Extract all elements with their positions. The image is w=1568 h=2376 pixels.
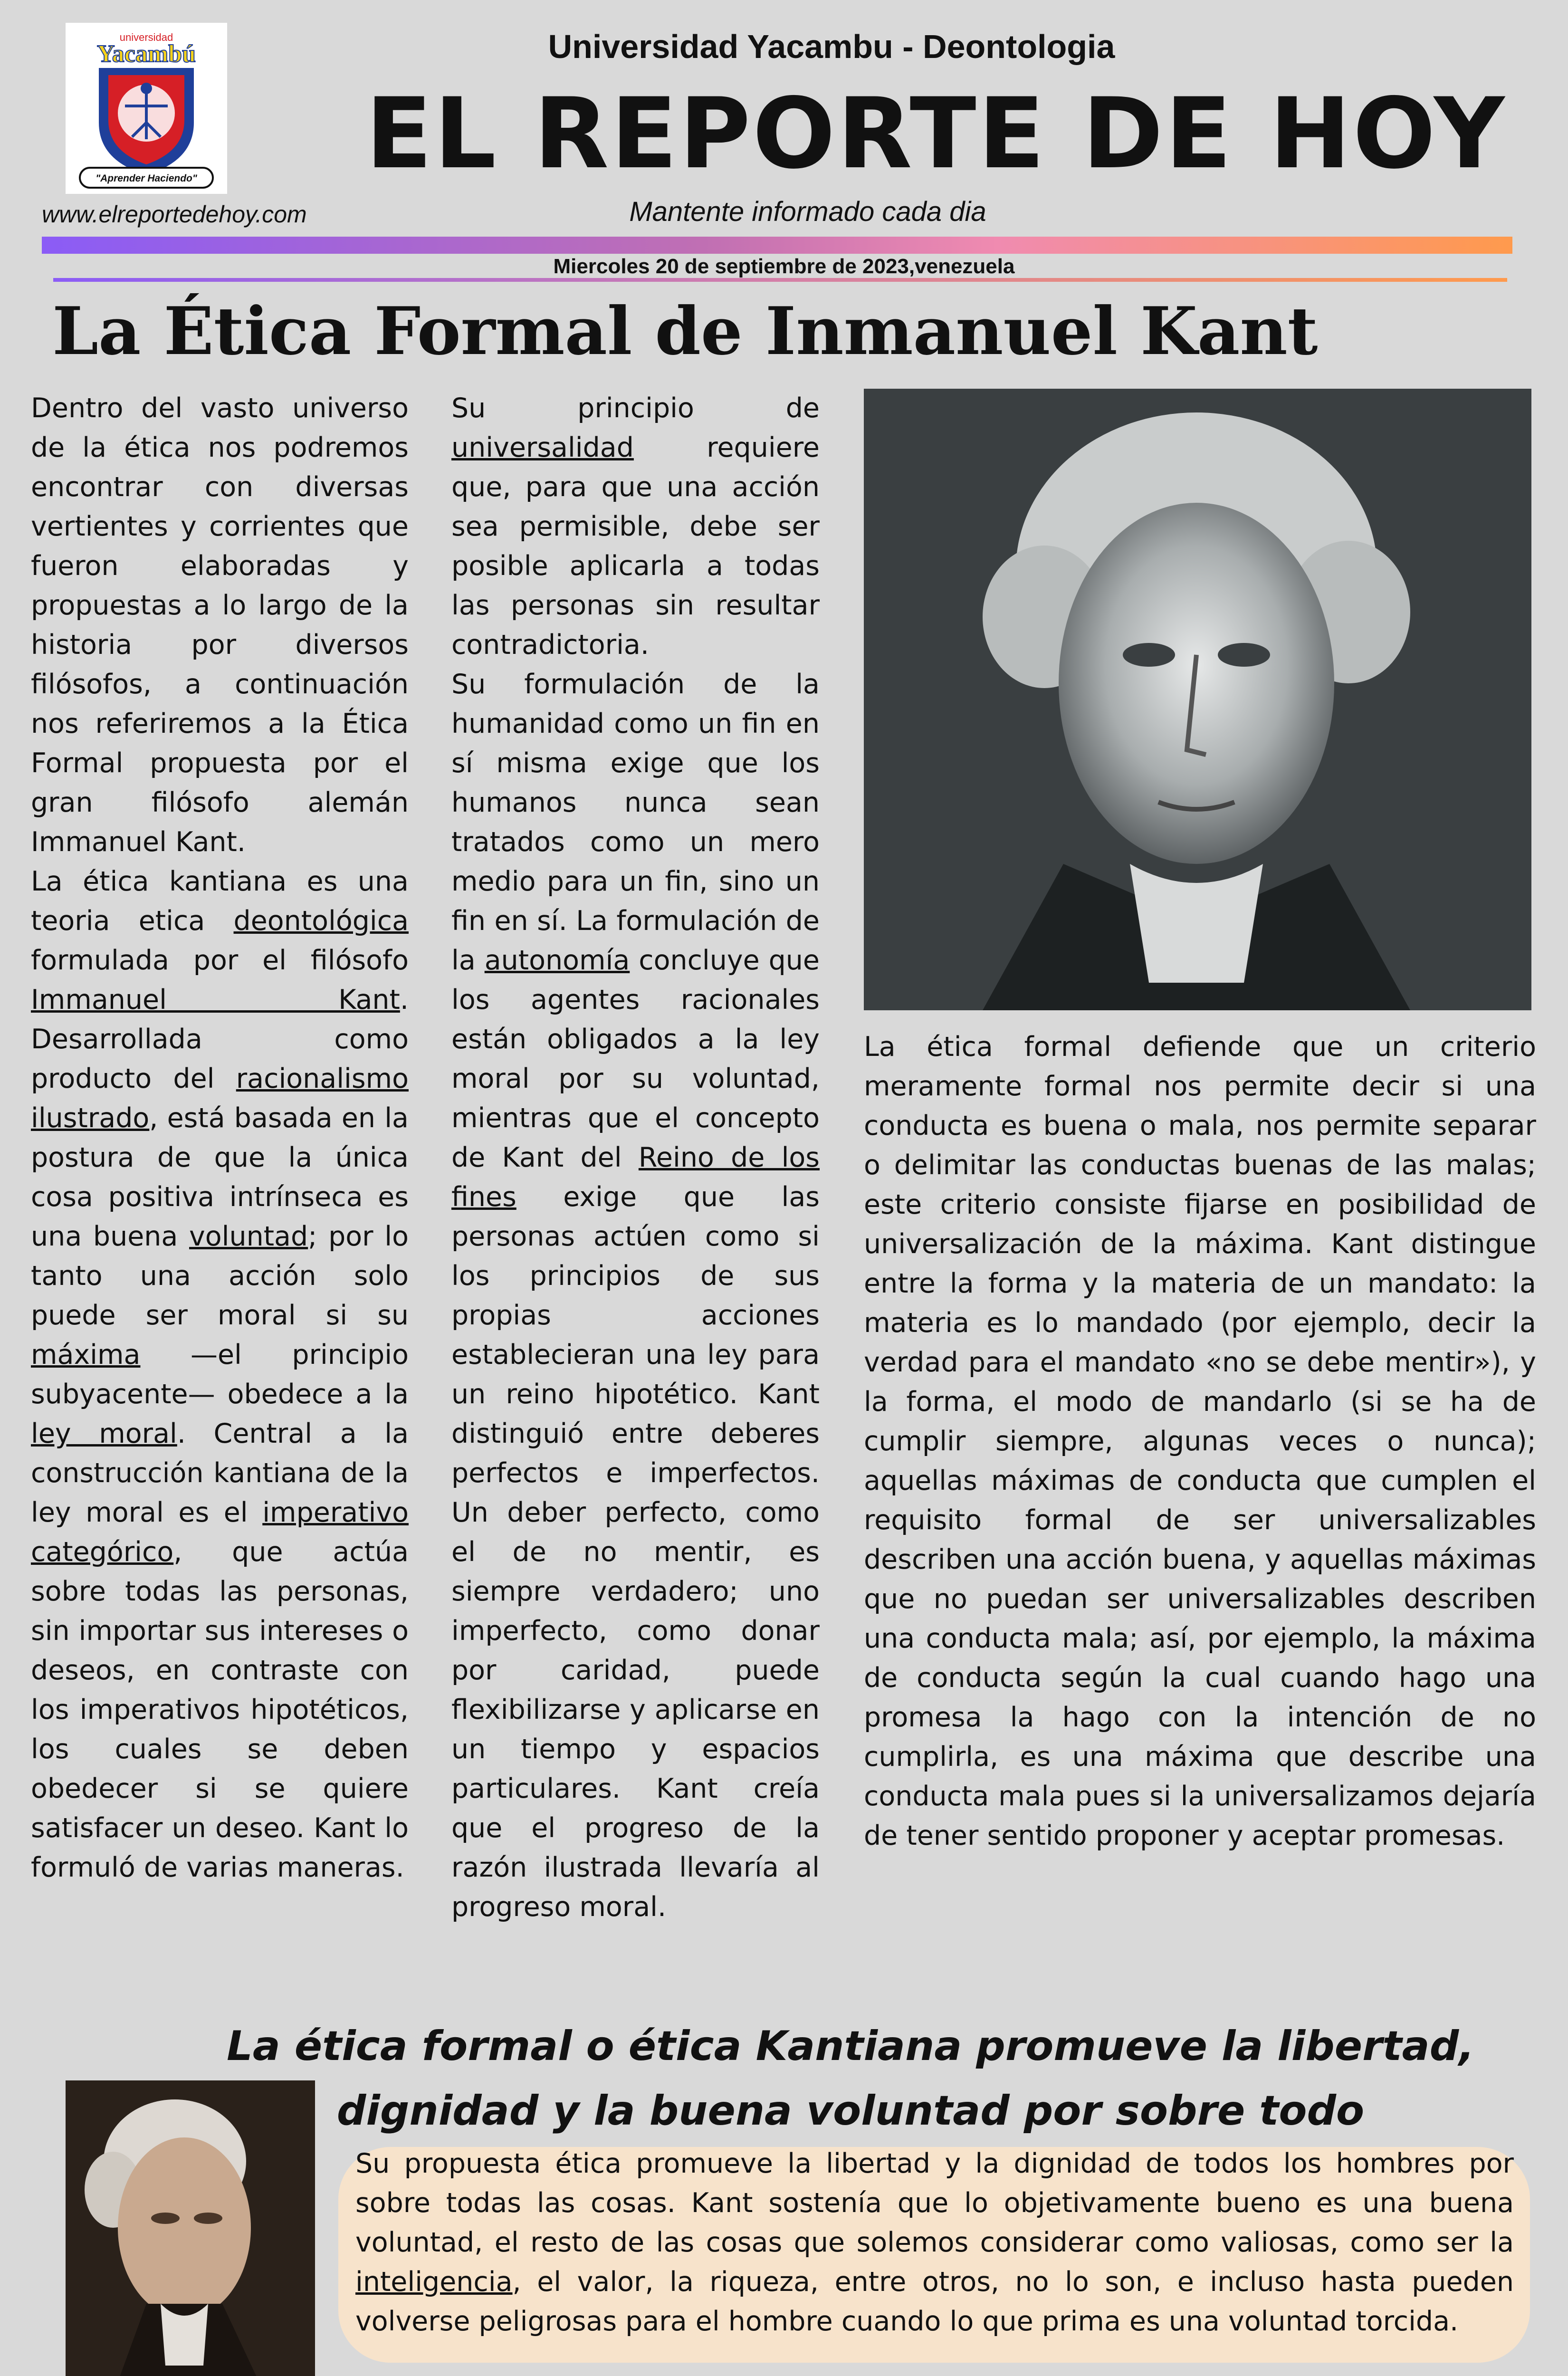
summary-box-text: Su propuesta ética promueve la libertad y la dignidad de todos los hombres por sobre todas las cosas. Kant sostenía que lo objetivamente bueno es una buena voluntad, el resto de las cosas que solemos considerar como valiosas, como ser la inteligencia, el valor, la riqueza, entre otros, no lo son, e incluso hasta pueden volverse peligrosas para el hombre cuando lo que prima es una voluntad torcida. bbox=[355, 2148, 1514, 2337]
link-reino-de-los-fines[interactable]: Reino de los fines bbox=[451, 1142, 820, 1213]
article-column-3: La ética formal defiende que un criterio meramente formal nos permite decir si una conducta es buena o mala, nos permite separar o delimitar las conductas buenas de las malas; este criterio consiste fijarse en posibilidad de universalización de la máxima. Kant distingue entre la forma y la materia de un mandato: la materia es lo mandado (por ejemplo, decir la verdad para el mandato «no se debe mentir»), y la forma, el modo de mandarlo (si se ha de cumplir siempre, algunas veces o nunca); aquellas máximas de conducta que cumplen el requisito formal de ser universalizables describen una acción buena, y aquellas máximas que no puedan ser universalizables describen una conducta mala; así, por ejemplo, la máxima de conducta según la cual cuando hago una promesa la hago con la intención de no cumplirla, es una máxima que describe una conducta mala pues si la universalizamos dejaría de tener sentido proponer y aceptar promesas. bbox=[864, 1031, 1536, 1851]
kant-portrait bbox=[864, 389, 1531, 1010]
link-ley-moral[interactable]: ley moral bbox=[31, 1418, 177, 1449]
link-universalidad[interactable]: universalidad bbox=[451, 432, 634, 463]
article-headline: La Ética Formal de Inmanuel Kant bbox=[52, 292, 1318, 370]
logo-top-text: universidad bbox=[119, 31, 173, 43]
link-autonomia[interactable]: autonomía bbox=[484, 945, 630, 976]
paragraph: Su principio de universalidad requiere que, para que una acción sea permisible, debe ser posible aplicarla a todas las personas sin resultar contradictoria. bbox=[451, 393, 820, 661]
website-link[interactable]: www.elreportedehoy.com bbox=[42, 201, 307, 228]
article-column-2 bbox=[451, 389, 820, 1927]
issue-date: Miercoles 20 de septiembre de 2023,venezuela bbox=[553, 255, 1015, 278]
link-racionalismo-ilustrado[interactable]: racionalismo ilustrado bbox=[31, 1063, 409, 1134]
paragraph: Su formulación de la humanidad como un fin en sí misma exige que los humanos nunca sean tratados como un mero medio para un fin, sino un fin en sí. La formulación de la autonomía concluye que los agentes racionales están obligados a la ley moral por su voluntad, mientras que el concepto de Kant del Reino de los fines exige que las personas actúen como si los principios de sus propias acciones establecieran una ley para un reino hipotético. Kant distinguió entre deberes perfectos e imperfectos. Un deber perfecto, como el de no mentir, es siempre verdadero; uno imperfecto, como donar por caridad, puede flexibilizarse y aplicarse en un tiempo y espacios particulares. Kant creía que el progreso de la razón ilustrada llevaría al progreso moral. bbox=[451, 669, 820, 1923]
university-name: Universidad Yacambu - Deontologia bbox=[548, 28, 1115, 65]
logo-name: Yacambú bbox=[96, 40, 196, 67]
gradient-bar bbox=[42, 237, 1512, 254]
paragraph: La ética kantiana es una teoria etica deontológica formulada por el filósofo Immanuel Kant. Desarrollada como producto del racionalismo ilustrado, está basada en la postura de que la única cosa positiva intrínseca es una buena voluntad; por lo tanto una acción solo puede ser moral si su máxima —el principio subyacente— obedece a la ley moral. Central a la construcción kantiana de la ley moral es el imperativo categórico, que actúa sobre todas las personas, sin importar sus intereses o deseos, en contraste con los imperativos hipotéticos, los cuales se deben obedecer si se quiere satisfacer un deseo. Kant lo formuló de varias maneras. bbox=[31, 866, 409, 1883]
university-logo bbox=[66, 23, 227, 194]
logo-motto: "Aprender Haciendo" bbox=[96, 173, 197, 184]
link-deontologica[interactable]: deontológica bbox=[233, 905, 409, 937]
link-imperativo-categorico[interactable]: imperativo categórico bbox=[31, 1497, 409, 1568]
article-column-1 bbox=[31, 389, 409, 1887]
link-voluntad[interactable]: voluntad bbox=[189, 1221, 308, 1252]
link-immanuel-kant[interactable]: Immanuel Kant bbox=[31, 984, 400, 1016]
link-inteligencia[interactable]: inteligencia bbox=[355, 2266, 513, 2298]
paragraph: Dentro del vasto universo de la ética nos podremos encontrar con diversas vertientes y corrientes que fueron elaboradas y propuestas a lo largo de la historia por diversos filósofos, a continuación nos referiremos a la Ética Formal propuesta por el gran filósofo alemán Immanuel Kant. bbox=[31, 393, 409, 858]
gradient-rule bbox=[53, 278, 1507, 282]
slogan: Mantente informado cada dia bbox=[629, 196, 986, 227]
kant-small-portrait bbox=[66, 2080, 315, 2376]
pull-quote: La ética formal o ética Kantiana promueve la libertad, dignidad y la buena voluntad por sobre todo bbox=[227, 2022, 1474, 2135]
newspaper-title: EL REPORTE DE HOY bbox=[365, 77, 1507, 191]
link-maxima[interactable]: máxima bbox=[31, 1339, 141, 1370]
